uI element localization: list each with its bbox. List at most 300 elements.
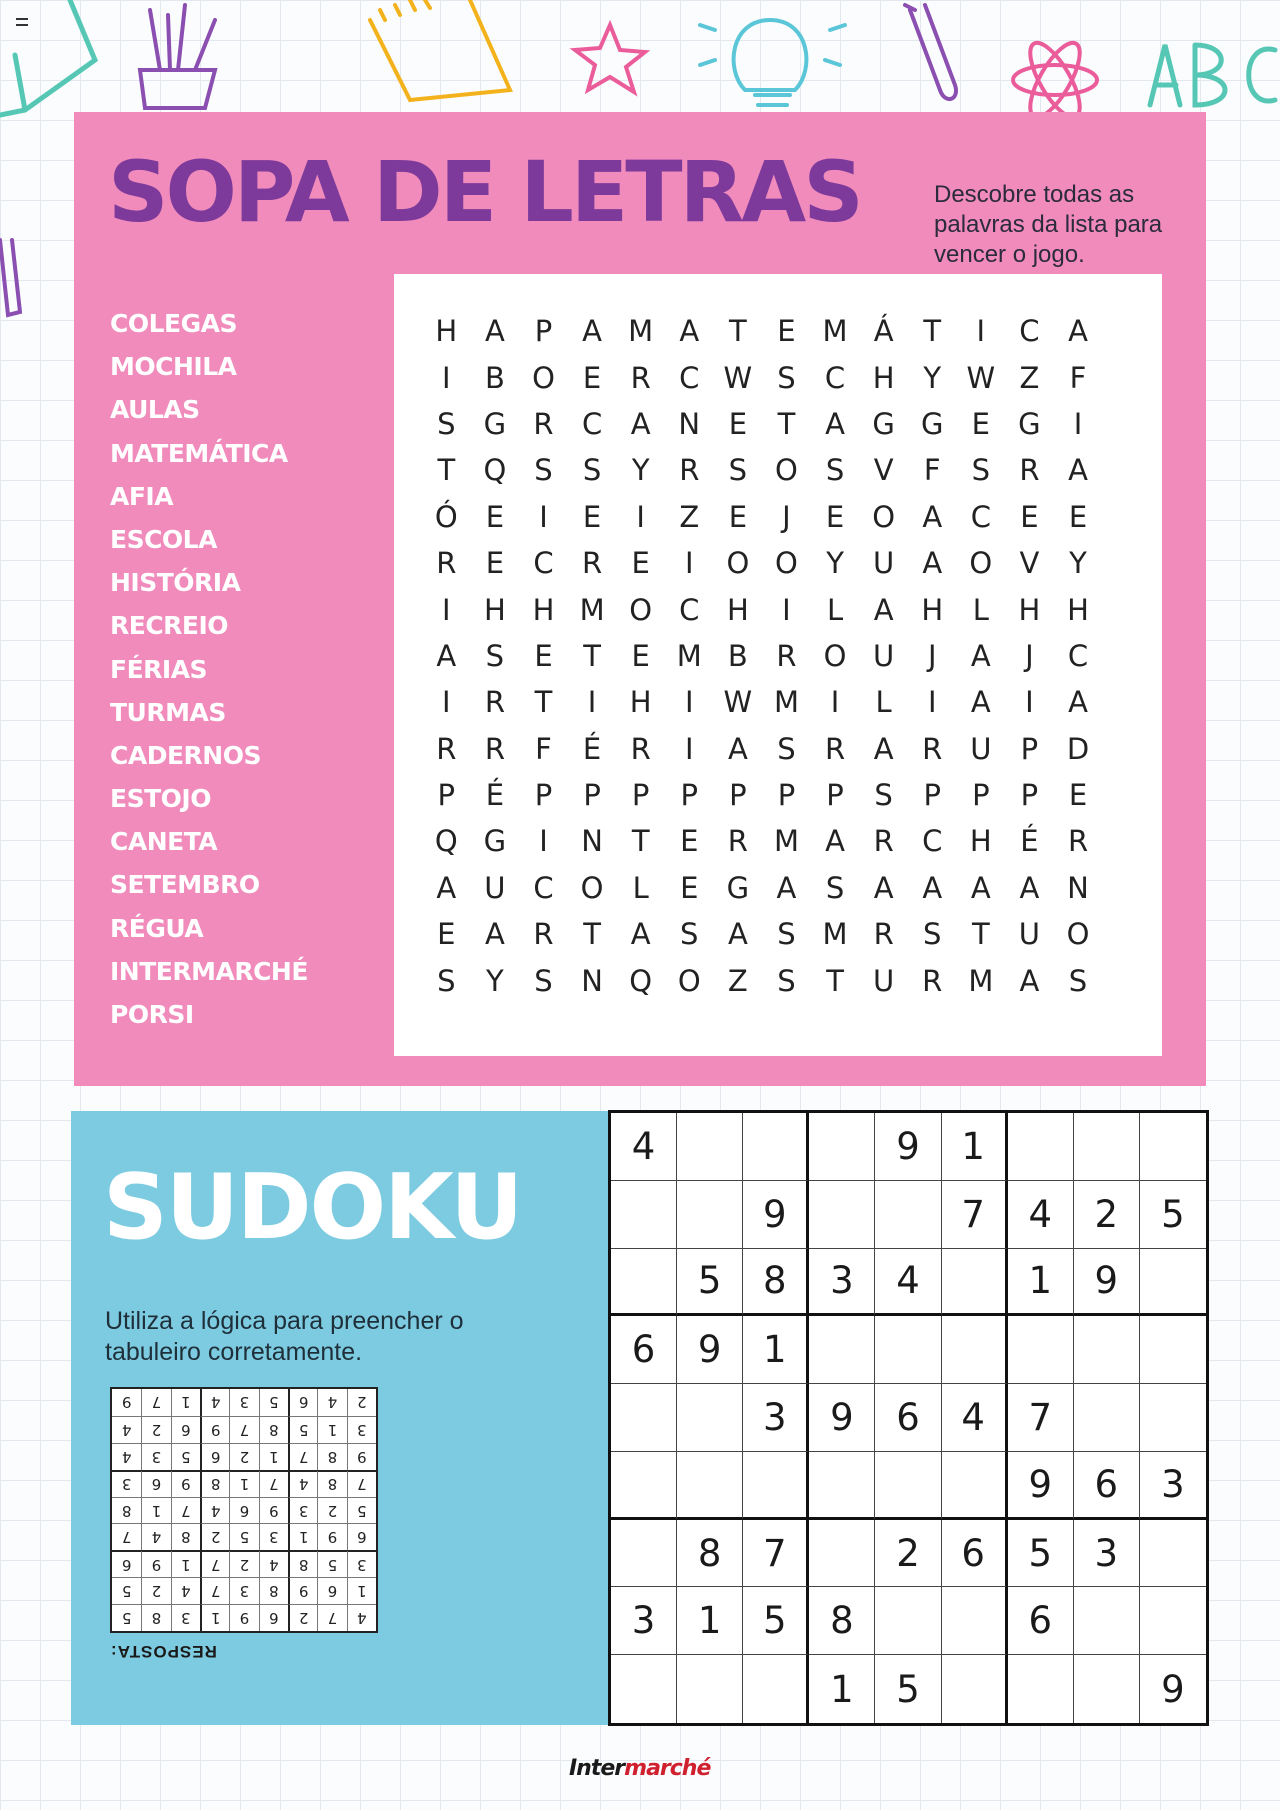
grid-letter: F <box>1069 360 1087 395</box>
grid-letter: R <box>436 731 457 766</box>
grid-letter: P <box>1020 731 1039 766</box>
grid-letter: E <box>680 824 699 859</box>
grid-letter: J <box>1025 638 1034 673</box>
grid-letter: U <box>873 963 895 998</box>
grid-letter: I <box>830 685 840 720</box>
sudoku-cell: 1 <box>1008 1249 1074 1317</box>
grid-letter: U <box>1018 917 1041 952</box>
answer-cell: 2 <box>229 1550 258 1577</box>
grid-letter: H <box>629 685 652 720</box>
grid-letter: H <box>532 592 555 627</box>
grid-letter: U <box>873 638 895 673</box>
grid-letter: O <box>872 499 896 534</box>
grid-letter: P <box>534 314 553 349</box>
sudoku-cell: 4 <box>1008 1181 1074 1249</box>
word-list-item: SETEMBRO <box>110 870 260 900</box>
grid-letter: L <box>632 870 649 905</box>
grid-letter: S <box>728 453 748 488</box>
grid-letter: C <box>970 499 991 534</box>
sudoku-cell <box>875 1452 941 1520</box>
grid-letter: R <box>727 824 748 859</box>
grid-letter: A <box>873 870 894 905</box>
grid-letter: R <box>582 546 603 581</box>
word-list-item: AFIA <box>110 481 174 511</box>
grid-letter: R <box>484 685 505 720</box>
sudoku-cell: 4 <box>942 1384 1008 1452</box>
grid-letter: W <box>723 360 753 395</box>
grid-letter: M <box>822 314 848 349</box>
sudoku-cell <box>942 1587 1008 1655</box>
answer-cell: 8 <box>171 1523 200 1550</box>
answer-cell: 4 <box>347 1604 376 1631</box>
book-icon <box>0 0 95 115</box>
answer-cell: 4 <box>141 1523 170 1550</box>
grid-letter: C <box>922 824 943 859</box>
grid-letter: S <box>874 778 893 813</box>
grid-letter: Z <box>1019 360 1040 395</box>
answer-cell: 2 <box>347 1389 376 1416</box>
sudoku-cell: 6 <box>1008 1587 1074 1655</box>
answer-grid <box>110 1387 378 1633</box>
grid-letter: G <box>872 406 895 441</box>
grid-letter: G <box>483 406 507 441</box>
answer-cell: 3 <box>347 1416 376 1443</box>
ruler-icon <box>0 240 20 315</box>
grid-letter: É <box>485 778 505 813</box>
grid-letter: S <box>777 731 796 766</box>
sudoku-cell <box>1140 1587 1206 1655</box>
grid-letter: T <box>583 638 601 673</box>
grid-letter: E <box>728 499 748 534</box>
word-search-panel <box>74 112 1206 1086</box>
word-list-item: MATEMÁTICA <box>110 438 288 468</box>
grid-letter: T <box>971 917 990 952</box>
sudoku-cell: 3 <box>1140 1452 1206 1520</box>
answer-cell: 8 <box>259 1577 288 1604</box>
answer-cell: 8 <box>141 1604 170 1631</box>
grid-letter: S <box>534 963 553 998</box>
sudoku-cell: 9 <box>1161 1667 1185 1711</box>
sudoku-cell: 5 <box>677 1249 743 1317</box>
sudoku-board <box>608 1110 1209 1726</box>
grid-letter: I <box>587 685 597 720</box>
intermarche-logo <box>569 1756 710 1781</box>
grid-letter: E <box>1068 778 1088 813</box>
grid-letter: I <box>539 499 548 534</box>
grid-letter: B <box>727 638 748 673</box>
sudoku-cell <box>942 1249 1008 1317</box>
grid-letter: Y <box>826 546 844 581</box>
answer-cell: 6 <box>141 1470 170 1497</box>
grid-letter: S <box>825 453 845 488</box>
sudoku-cell <box>611 1384 677 1452</box>
answer-cell: 9 <box>121 1393 132 1412</box>
word-list-item: PORSI <box>110 1000 194 1029</box>
grid-letter: U <box>873 546 895 581</box>
grid-letter: I <box>636 499 645 534</box>
grid-letter: J <box>927 638 937 673</box>
answer-cell: 4 <box>112 1443 141 1470</box>
word-list-item: CADERNOS <box>110 740 261 770</box>
sudoku-cell: 1 <box>809 1655 875 1723</box>
sudoku-cell <box>1008 1655 1074 1723</box>
sudoku-cell: 5 <box>1008 1520 1074 1588</box>
grid-letter: A <box>436 870 457 905</box>
grid-letter: T <box>583 917 601 952</box>
answer-cell: 3 <box>141 1443 170 1470</box>
grid-letter: B <box>484 360 505 395</box>
grid-letter: M <box>968 963 994 998</box>
answer-cell: 5 <box>112 1604 141 1631</box>
grid-letter: R <box>873 917 894 952</box>
answer-cell: 4 <box>288 1470 317 1497</box>
grid-letter: T <box>729 314 747 349</box>
grid-letter: N <box>678 406 701 441</box>
grid-letter: É <box>582 731 602 766</box>
grid-letter: A <box>1068 685 1088 720</box>
answer-cell: 8 <box>317 1470 346 1497</box>
grid-letter: M <box>628 314 654 349</box>
grid-letter: G <box>1018 406 1041 441</box>
sudoku-cell <box>1074 1384 1140 1452</box>
grid-letter: A <box>873 592 894 627</box>
grid-letter: C <box>824 360 846 395</box>
answer-cell: 1 <box>347 1577 376 1604</box>
sudoku-cell: 3 <box>809 1249 875 1317</box>
sudoku-panel <box>71 1111 609 1725</box>
answer-cell: 8 <box>259 1416 288 1443</box>
sudoku-cell <box>809 1316 875 1384</box>
grid-letter: C <box>533 870 554 905</box>
grid-letter: T <box>777 406 796 441</box>
answer-cell: 5 <box>171 1443 200 1470</box>
answer-cell: 1 <box>141 1497 170 1524</box>
grid-letter: S <box>777 963 796 998</box>
answer-cell: 8 <box>317 1443 346 1470</box>
test-tube-icon <box>905 5 956 99</box>
grid-letter: P <box>923 778 941 813</box>
sudoku-cell <box>1140 1316 1206 1384</box>
grid-letter: A <box>970 638 991 673</box>
answer-cell: 5 <box>347 1497 376 1524</box>
sudoku-cell: 1 <box>677 1587 743 1655</box>
sudoku-title: SUDOKU <box>103 1155 522 1260</box>
pencil-cup-icon <box>140 5 215 108</box>
letter-grid <box>422 308 1102 1004</box>
grid-letter: M <box>773 685 799 720</box>
word-search-description: Descobre todas as palavras da lista para vencer o jogo. <box>934 181 1163 268</box>
sudoku-cell <box>611 1249 677 1317</box>
sudoku-cell: 9 <box>743 1181 809 1249</box>
grid-letter: E <box>728 406 748 441</box>
grid-letter: I <box>539 824 548 859</box>
grid-letter: L <box>875 685 892 720</box>
answer-label: RESPOSTA: <box>110 1642 217 1661</box>
logo-part2: marché <box>624 1756 711 1781</box>
sudoku-cell: 9 <box>677 1316 743 1384</box>
sudoku-cell <box>743 1655 809 1723</box>
grid-letter: A <box>970 685 991 720</box>
answer-cell: 5 <box>229 1523 258 1550</box>
grid-letter: R <box>484 731 505 766</box>
grid-letter: G <box>726 870 750 905</box>
grid-letter: A <box>630 406 651 441</box>
sudoku-cell <box>1074 1113 1140 1181</box>
grid-letter: Y <box>1069 546 1087 581</box>
grid-letter: E <box>777 314 796 349</box>
grid-letter: L <box>826 592 844 627</box>
answer-cell: 4 <box>317 1389 346 1416</box>
grid-letter: S <box>923 917 942 952</box>
grid-letter: E <box>582 360 602 395</box>
sudoku-cell <box>875 1181 941 1249</box>
sudoku-cell <box>1140 1384 1206 1452</box>
answer-cell: 3 <box>229 1389 258 1416</box>
grid-letter: A <box>922 546 943 581</box>
grid-letter: A <box>922 870 943 905</box>
grid-letter: C <box>679 592 700 627</box>
grid-letter: É <box>1020 824 1039 859</box>
grid-letter: V <box>873 453 894 488</box>
answer-cell: 6 <box>229 1497 258 1524</box>
grid-letter: Á <box>873 314 894 349</box>
answer-cell: 7 <box>347 1470 376 1497</box>
abc-icon <box>1150 45 1275 105</box>
answer-cell: 9 <box>171 1470 200 1497</box>
grid-letter: Y <box>631 453 650 488</box>
sudoku-cell <box>1140 1113 1206 1181</box>
sudoku-cell <box>611 1452 677 1520</box>
grid-letter: P <box>534 778 553 813</box>
grid-letter: H <box>435 314 458 349</box>
sudoku-cell <box>875 1316 941 1384</box>
sudoku-cell <box>875 1587 941 1655</box>
grid-letter: S <box>971 453 991 488</box>
grid-letter: O <box>532 360 555 395</box>
answer-cell: 1 <box>288 1523 317 1550</box>
grid-letter: G <box>920 406 944 441</box>
grid-letter: I <box>442 685 451 720</box>
grid-letter: C <box>533 546 554 581</box>
grid-letter: Y <box>486 963 504 998</box>
answer-section <box>110 1385 378 1663</box>
sudoku-cell: 8 <box>743 1249 809 1317</box>
word-list-item: ESCOLA <box>110 524 217 554</box>
grid-letter: U <box>484 870 506 905</box>
sudoku-cell <box>677 1655 743 1723</box>
sudoku-cell <box>809 1520 875 1588</box>
word-list-item: RÉGUA <box>110 913 204 943</box>
grid-letter: S <box>777 360 796 395</box>
sudoku-cell <box>743 1113 809 1181</box>
sudoku-cell <box>677 1384 743 1452</box>
grid-letter: Q <box>483 453 507 488</box>
answer-cell: 1 <box>259 1443 288 1470</box>
grid-letter: T <box>534 685 553 720</box>
sudoku-cell: 1 <box>743 1316 809 1384</box>
grid-letter: A <box>1019 870 1040 905</box>
grid-letter: A <box>1068 453 1088 488</box>
sudoku-cell: 4 <box>611 1113 677 1181</box>
sudoku-cell <box>1074 1655 1140 1723</box>
grid-letter: H <box>872 360 895 395</box>
answer-cell: 6 <box>171 1416 200 1443</box>
sudoku-cell: 7 <box>743 1520 809 1588</box>
grid-letter: A <box>484 917 505 952</box>
grid-letter: W <box>966 360 996 395</box>
answer-cell: 5 <box>112 1577 141 1604</box>
sudoku-cell: 5 <box>743 1587 809 1655</box>
grid-letter: P <box>1020 778 1039 813</box>
grid-letter: M <box>822 917 848 952</box>
star-icon <box>575 25 645 92</box>
grid-letter: R <box>824 731 846 766</box>
sudoku-cell: 6 <box>875 1384 941 1452</box>
answer-cell: 6 <box>288 1389 317 1416</box>
grid-letter: M <box>579 592 605 627</box>
answer-cell: 7 <box>200 1577 229 1604</box>
answer-cell: 1 <box>317 1416 346 1443</box>
grid-letter: A <box>1019 963 1040 998</box>
grid-letter: O <box>677 963 701 998</box>
answer-cell: 9 <box>141 1550 170 1577</box>
sudoku-cell: 2 <box>875 1520 941 1588</box>
grid-letter: T <box>437 453 456 488</box>
grid-letter: R <box>533 406 554 441</box>
answer-cell: 3 <box>112 1470 141 1497</box>
answer-cell: 8 <box>112 1497 141 1524</box>
sudoku-cell: 5 <box>1140 1181 1206 1249</box>
grid-letter: E <box>534 638 553 673</box>
word-list-item: FÉRIAS <box>110 654 208 684</box>
grid-letter: A <box>679 314 700 349</box>
sudoku-cell: 9 <box>809 1384 875 1452</box>
grid-letter: E <box>631 546 650 581</box>
grid-letter: T <box>631 824 650 859</box>
grid-letter: H <box>969 824 992 859</box>
sudoku-cell <box>942 1316 1008 1384</box>
answer-cell: 1 <box>200 1604 229 1631</box>
grid-letter: R <box>630 731 651 766</box>
answer-cell: 2 <box>141 1577 170 1604</box>
sudoku-cell <box>942 1452 1008 1520</box>
grid-letter: J <box>782 499 791 534</box>
word-search-board <box>394 274 1162 1056</box>
answer-cell: 5 <box>317 1550 346 1577</box>
sudoku-cell: 3 <box>743 1384 809 1452</box>
sudoku-cell: 6 <box>942 1520 1008 1588</box>
answer-cell: 3 <box>229 1577 258 1604</box>
grid-letter: S <box>1068 963 1088 998</box>
answer-cell: 7 <box>200 1550 229 1577</box>
grid-letter: I <box>684 685 694 720</box>
sudoku-cell: 6 <box>611 1316 677 1384</box>
sudoku-cell <box>611 1181 677 1249</box>
grid-letter: A <box>727 917 748 952</box>
grid-letter: P <box>972 778 990 813</box>
grid-letter: S <box>534 453 553 488</box>
answer-cell: 9 <box>317 1523 346 1550</box>
grid-letter: I <box>976 314 986 349</box>
sudoku-cell <box>809 1452 875 1520</box>
grid-letter: I <box>684 731 694 766</box>
grid-letter: N <box>1067 870 1089 905</box>
grid-letter: R <box>533 917 554 952</box>
grid-letter: O <box>629 592 653 627</box>
sudoku-cell: 8 <box>809 1587 875 1655</box>
grid-letter: O <box>775 453 798 488</box>
answer-cell: 4 <box>112 1416 141 1443</box>
grid-letter: H <box>1067 592 1089 627</box>
word-list-item: INTERMARCHÉ <box>110 956 308 986</box>
answer-cell: 7 <box>317 1604 346 1631</box>
word-search-title: SOPA DE LETRAS <box>108 143 861 241</box>
word-list <box>110 302 308 1036</box>
grid-letter: S <box>437 406 456 441</box>
grid-letter: T <box>826 963 844 998</box>
sudoku-cell: 7 <box>1008 1384 1074 1452</box>
grid-letter: O <box>969 546 993 581</box>
sudoku-cell: 2 <box>1074 1181 1140 1249</box>
grid-letter: R <box>1019 453 1040 488</box>
grid-letter: I <box>442 360 451 395</box>
grid-letter: O <box>1066 917 1090 952</box>
answer-cell: 7 <box>141 1389 170 1416</box>
grid-letter: P <box>777 778 796 813</box>
sudoku-cell <box>611 1655 677 1723</box>
answer-cell: 6 <box>112 1550 141 1577</box>
grid-letter: E <box>437 917 456 952</box>
word-list-item: ESTOJO <box>110 784 211 814</box>
answer-cell: 8 <box>288 1550 317 1577</box>
grid-letter: I <box>684 546 694 581</box>
answer-cell: 9 <box>288 1577 317 1604</box>
grid-letter: C <box>1067 638 1089 673</box>
grid-letter: W <box>723 685 753 720</box>
word-list-item: CANETA <box>110 827 218 857</box>
answer-cell: 5 <box>288 1416 317 1443</box>
grid-letter: O <box>580 870 604 905</box>
grid-letter: N <box>581 963 603 998</box>
grid-letter: F <box>923 453 941 488</box>
sudoku-cell: 9 <box>875 1113 941 1181</box>
sudoku-cell <box>1008 1316 1074 1384</box>
grid-letter: O <box>823 638 847 673</box>
grid-letter: A <box>825 406 845 441</box>
answer-cell: 2 <box>229 1443 258 1470</box>
sudoku-description: Utiliza a lógica para preencher o tabuleiro corretamente. <box>105 1307 464 1366</box>
grid-letter: R <box>873 824 894 859</box>
grid-letter: O <box>775 546 798 581</box>
grid-letter: S <box>437 963 456 998</box>
word-list-item: COLEGAS <box>110 309 237 338</box>
answer-cell: 6 <box>259 1604 288 1631</box>
answer-cell: 7 <box>171 1497 200 1524</box>
grid-letter: I <box>442 592 451 627</box>
grid-letter: S <box>582 453 602 488</box>
grid-letter: R <box>679 453 700 488</box>
grid-letter: Y <box>923 360 942 395</box>
answer-cell: 6 <box>317 1577 346 1604</box>
grid-letter: A <box>1068 314 1088 349</box>
grid-letter: R <box>630 360 651 395</box>
grid-letter: Q <box>629 963 653 998</box>
answer-cell: 2 <box>141 1416 170 1443</box>
sudoku-cell <box>611 1520 677 1588</box>
answer-cell: 1 <box>171 1550 200 1577</box>
grid-letter: H <box>921 592 944 627</box>
sudoku-cell: 9 <box>1008 1452 1074 1520</box>
